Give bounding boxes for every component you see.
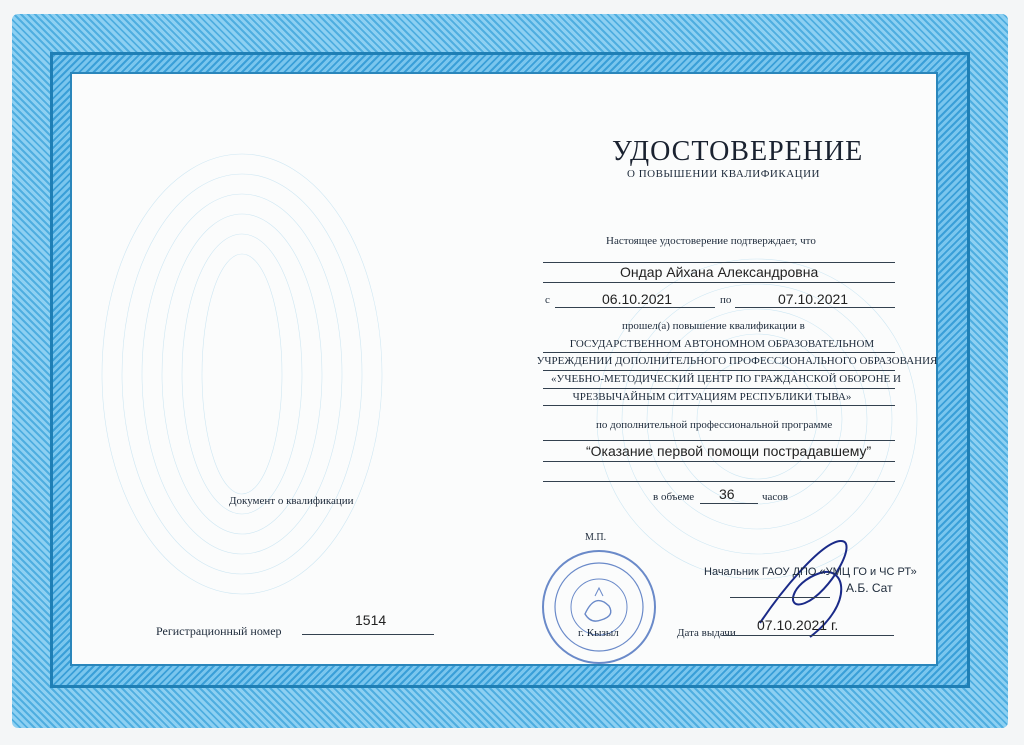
signature-underline	[730, 597, 830, 598]
issue-underline	[722, 635, 894, 636]
date-to-underline	[735, 307, 895, 308]
program-underline-top	[543, 440, 895, 441]
guilloche-left	[92, 134, 392, 614]
program-name: “Оказание первой помощи пострадавшему”	[586, 443, 872, 459]
volume-prefix: в объеме	[653, 491, 695, 503]
date-from-prefix: с	[545, 294, 550, 306]
date-from: 06.10.2021	[602, 291, 673, 307]
recipient-name: Ондар Айхана Александровна	[620, 264, 819, 280]
org-underline-4	[543, 405, 895, 406]
head-name: А.Б. Сат	[846, 581, 893, 595]
document-label: Документ о квалификации	[229, 495, 354, 507]
hours-suffix: часов	[762, 491, 788, 503]
certificate-title: УДОСТОВЕРЕНИЕ	[612, 136, 864, 167]
organization-line-2: УЧРЕЖДЕНИИ ДОПОЛНИТЕЛЬНОГО ПРОФЕССИОНАЛЬНОГО ОБРАЗОВАНИЯ	[536, 355, 938, 367]
org-underline-3	[543, 388, 895, 389]
certificate-subtitle: О ПОВЫШЕНИИ КВАЛИФИКАЦИИ	[627, 168, 820, 180]
hours-underline	[700, 503, 758, 504]
org-underline-1	[543, 352, 895, 353]
stamp-mark: М.П.	[585, 532, 607, 543]
org-underline-2	[543, 370, 895, 371]
reg-number: 1514	[355, 612, 387, 628]
date-from-underline	[555, 307, 715, 308]
hours-value: 36	[719, 486, 735, 502]
name-underline-top	[543, 262, 895, 263]
confirms-text: Настоящее удостоверение подтверждает, что	[606, 235, 816, 247]
city: г. Кызыл	[578, 627, 619, 639]
organization-line-4: ЧРЕЗВЫЧАЙНЫМ СИТУАЦИЯМ РЕСПУБЛИКИ ТЫВА»	[572, 391, 852, 403]
head-title: Начальник ГАОУ ДПО «УМЦ ГО и ЧС РТ»	[704, 566, 917, 578]
reg-label: Регистрационный номер	[156, 624, 282, 638]
passed-text: прошел(а) повышение квалификации в	[622, 320, 805, 332]
program-underline-2	[543, 481, 895, 482]
issue-date: 07.10.2021 г.	[757, 617, 839, 633]
official-seal	[540, 548, 658, 666]
name-underline	[543, 282, 895, 283]
organization-line-3: «УЧЕБНО-МЕТОДИЧЕСКИЙ ЦЕНТР ПО ГРАЖДАНСКОЙ ОБОРОНЕ И	[551, 373, 901, 385]
organization-line-1: ГОСУДАРСТВЕННОМ АВТОНОМНОМ ОБРАЗОВАТЕЛЬНОМ	[569, 338, 875, 350]
program-label: по дополнительной профессиональной программе	[596, 419, 833, 431]
reg-underline	[302, 634, 434, 635]
date-to: 07.10.2021	[778, 291, 849, 307]
date-to-prefix: по	[720, 294, 732, 306]
issue-label: Дата выдачи	[677, 627, 736, 639]
program-underline	[543, 461, 895, 462]
